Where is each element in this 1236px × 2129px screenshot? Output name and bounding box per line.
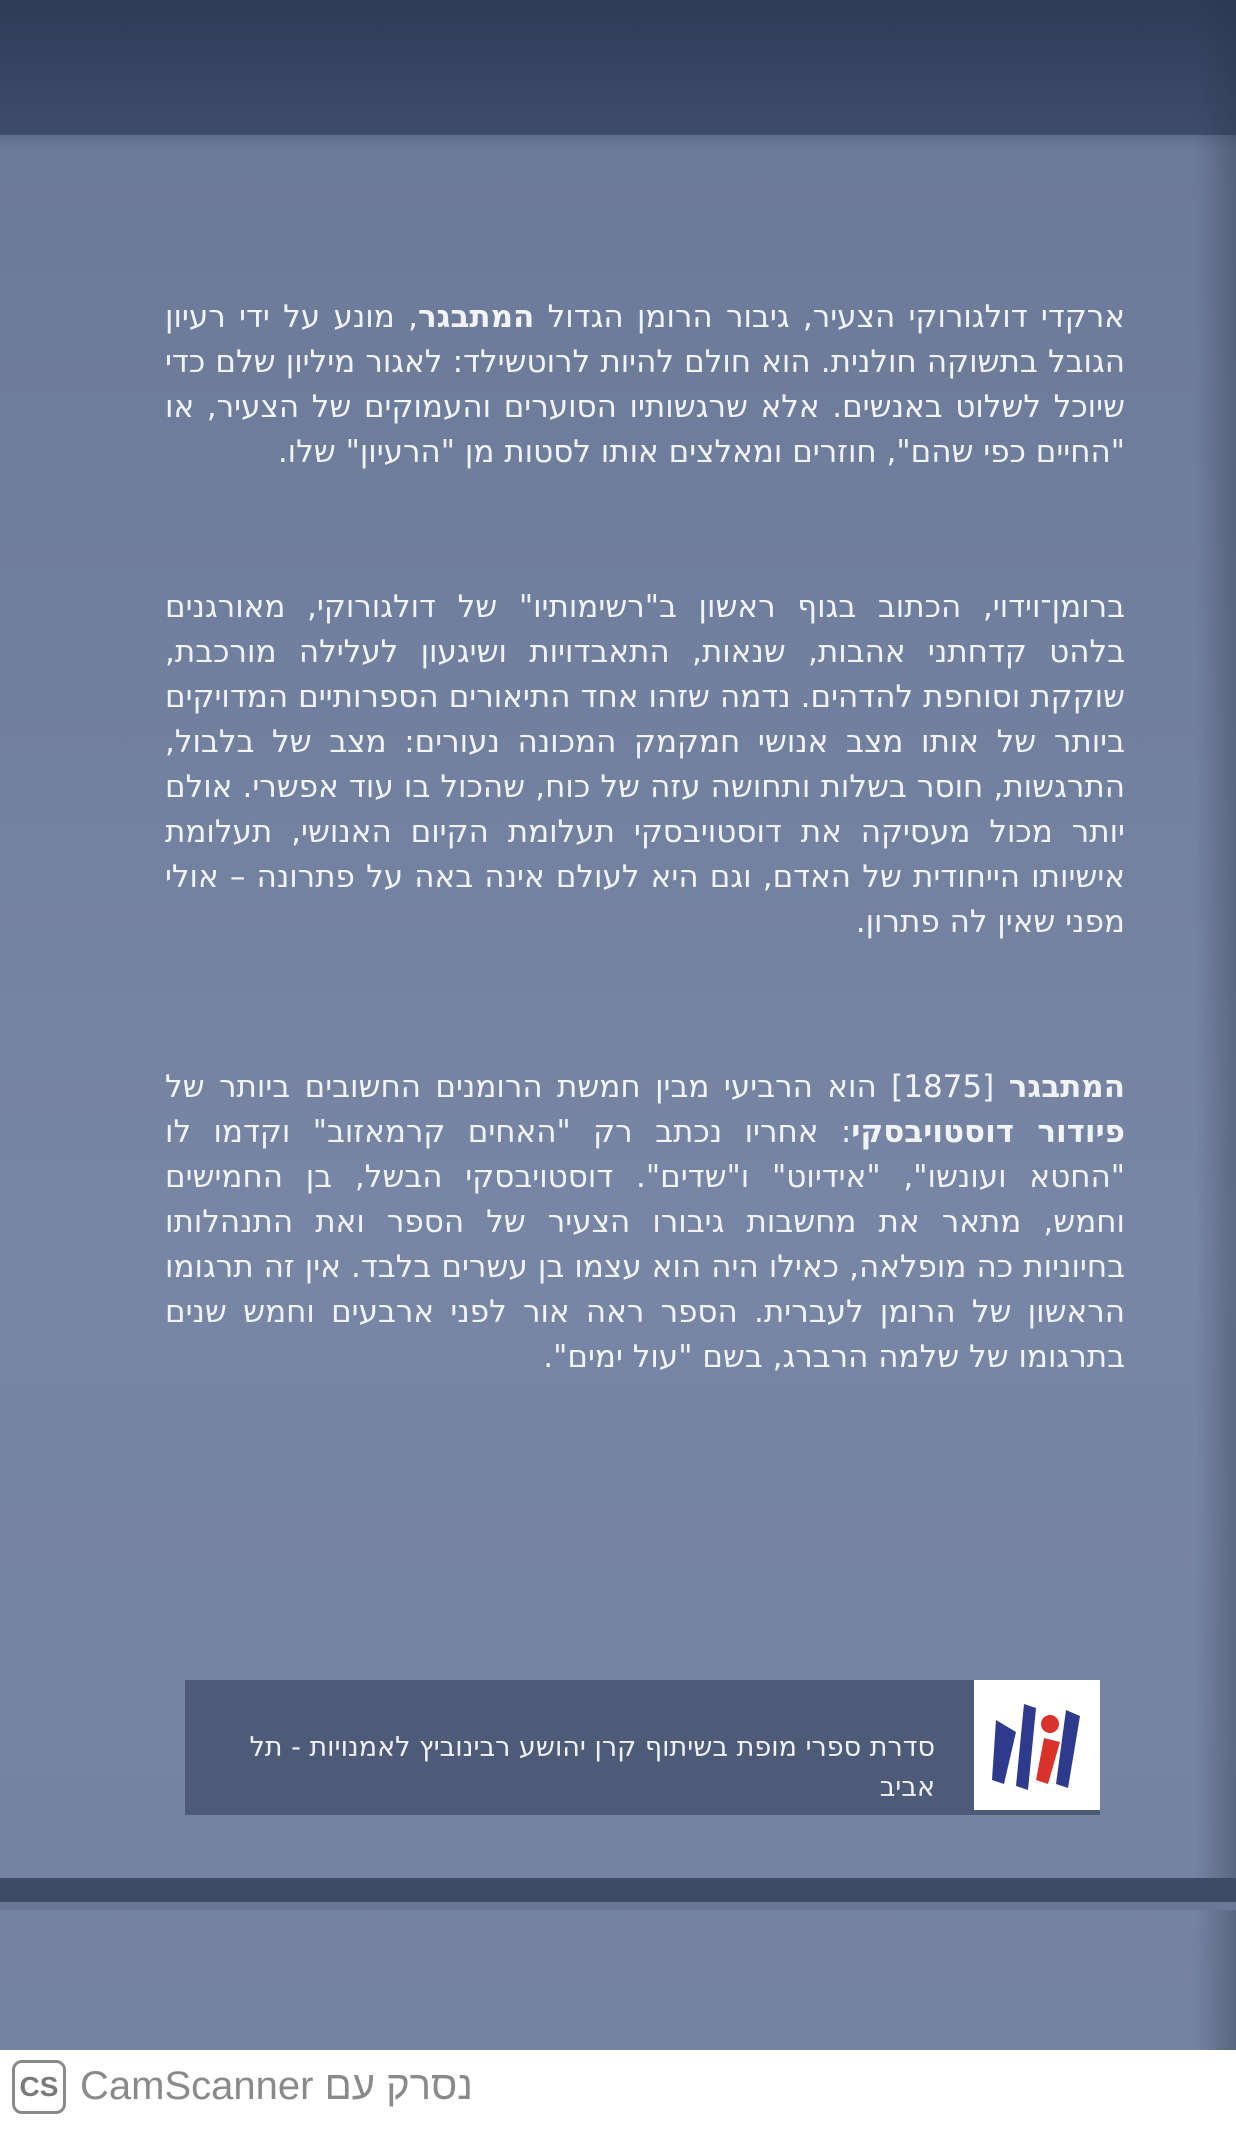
camscanner-watermark-text: CamScanner נסרק עם (80, 2064, 473, 2108)
book-title-bold: המתבגר (417, 299, 535, 335)
blurb-p3-body: : אחריו נכתב רק "האחים קרמאזוב" וקדמו לו "החטא ועונשו", "אידיוט" ו"שדים". דוסטויבסקי הבשל, בן החמישים וחמש, מתאר את מחשבות גיבורו הצעיר של הספר ואת התנהלותו בחיוניות כה מופלאה, כאילו היה הוא עצמו בן עשרים בלבד. אין זה תרגומו הראשון של הרומן לעברית. הספר ראה אור לפני ארבעים וחמש שנים בתרגומו של שלמה הרברג, בשם "עול ימים". (165, 1114, 1125, 1375)
publisher-logo-icon (974, 1680, 1100, 1810)
author-name-bold: פיודור דוסטויבסקי (851, 1114, 1126, 1150)
blurb-p3-intro: [1875] הוא הרביעי מבין חמשת הרומנים החשובים ביותר של (165, 1069, 1009, 1105)
blurb-paragraph-1 (165, 295, 1125, 475)
cover-edge-shadow (1196, 0, 1236, 2050)
book-title-bold: המתבגר (1008, 1069, 1126, 1105)
publisher-logo-mark (974, 1680, 1100, 1810)
camscanner-logo-icon: CS (12, 2060, 66, 2114)
series-caption: סדרת ספרי מופת בשיתוף קרן יהושע רבינוביץ לאמנויות - תל אביב (249, 1732, 935, 1803)
cover-bottom-stripe (0, 1878, 1236, 1902)
cover-top-band (0, 0, 1236, 135)
cover-bottom-stripe-light (0, 1902, 1236, 1910)
blurb-paragraph-3 (165, 1065, 1125, 1380)
blurb-paragraph-2: ברומן־וידוי, הכתוב בגוף ראשון ב"רשימותיו" של דולגורוקי, מאורגנים בלהט קדחתני אהבות, שנאות, התאבדויות ושיגעון לעלילה מורכבת, שוקקת וסוחפת להדהים. נדמה שזהו אחד התיאורים הספרותיים המדויקים ביותר של אותו מצב אנושי חמקמק המכונה נעורים: מצב של בלבול, התרגשות, חוסר בשלות ותחושה עזה של כוח, שהכול בו עוד אפשרי. אולם יותר מכול מעסיקה את דוסטויבסקי תעלומת הקיום האנושי, תעלומת אישיותו הייחודית של האדם, וגם היא לעולם אינה באה על פתרונה – אולי מפני שאין לה פתרון. (165, 589, 1125, 940)
blurb-p1-body: , מונע על ידי רעיון הגובל בתשוקה חולנית. הוא חולם להיות לרוטשילד: לאגור מיליון שלם כדי שיוכל לשלוט באנשים. אלא שרגשותיו הסוערים והעמוקים של הצעיר, או "החיים כפי שהם", חוזרים ומאלצים אותו לסטות מן "הרעיון" שלו. (165, 299, 1125, 470)
blurb-p1-intro: ארקדי דולגורוקי הצעיר, גיבור הרומן הגדול (547, 299, 1125, 335)
